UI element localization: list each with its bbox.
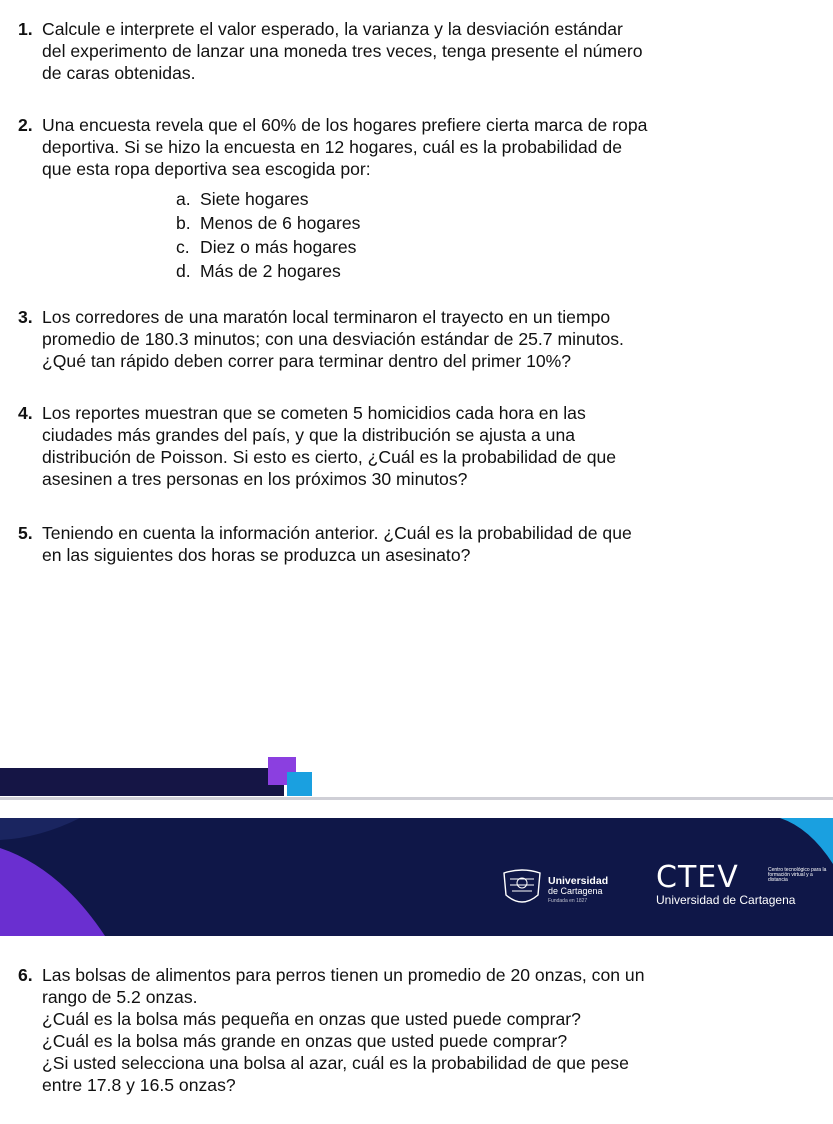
question-text: entre 17.8 y 16.5 onzas?	[42, 1075, 236, 1095]
divider	[0, 797, 833, 800]
question-text: rango de 5.2 onzas.	[42, 987, 198, 1007]
footer-top-bar	[0, 768, 284, 796]
university-logo-text: Universidad de Cartagena Fundada en 1827	[548, 875, 609, 904]
question-number: 6.	[18, 965, 33, 985]
question-1	[18, 18, 760, 84]
university-crest-icon	[500, 869, 544, 907]
question-text: promedio de 180.3 minutos; con una desviación estándar de 25.7 minutos.	[42, 329, 624, 349]
question-2	[18, 114, 760, 180]
question-text: Los corredores de una maratón local terminaron el trayecto en un tiempo	[42, 307, 611, 327]
question-text: Calcule e interprete el valor esperado, la varianza y la desviación estándar	[42, 19, 623, 39]
question-4	[18, 402, 760, 490]
question-text: ¿Cuál es la bolsa más pequeña en onzas que usted puede comprar?	[42, 1009, 581, 1029]
option-d: d. Más de 2 hogares	[176, 261, 341, 281]
question-text: deportiva. Si se hizo la encuesta en 12 hogares, cuál es la probabilidad de	[42, 137, 623, 157]
question-number: 3.	[18, 307, 33, 327]
ctev-logo: CTEV	[656, 860, 739, 895]
dark-curve-decoration	[0, 818, 80, 840]
ctev-university-text: Universidad de Cartagena	[656, 893, 796, 907]
question-text: ¿Qué tan rápido deben correr para terminar dentro del primer 10%?	[42, 351, 572, 371]
question-number: 2.	[18, 115, 33, 135]
question-number: 5.	[18, 523, 33, 543]
blue-curve-decoration	[780, 818, 833, 864]
question-number: 4.	[18, 403, 33, 423]
purple-curve-decoration	[0, 848, 105, 936]
question-text: ¿Si usted selecciona una bolsa al azar, cuál es la probabilidad de que pese	[42, 1053, 629, 1073]
option-c: c. Diez o más hogares	[176, 237, 357, 257]
option-b: b. Menos de 6 hogares	[176, 213, 361, 233]
question-6	[18, 964, 760, 1096]
question-text: Una encuesta revela que el 60% de los hogares prefiere cierta marca de ropa	[42, 115, 648, 135]
question-text: ciudades más grandes del país, y que la distribución se ajusta a una	[42, 425, 576, 445]
blue-square-decoration	[287, 772, 312, 796]
question-text: en las siguientes dos horas se produzca un asesinato?	[42, 545, 471, 565]
question-text: Los reportes muestran que se cometen 5 homicidios cada hora en las	[42, 403, 586, 423]
question-text: Teniendo en cuenta la información anterior. ¿Cuál es la probabilidad de que	[42, 523, 632, 543]
option-a: a. Siete hogares	[176, 189, 309, 209]
question-text: distribución de Poisson. Si esto es cierto, ¿Cuál es la probabilidad de que	[42, 447, 617, 467]
question-number: 1.	[18, 19, 33, 39]
question-text: asesinen a tres personas en los próximos 30 minutos?	[42, 469, 468, 489]
question-text: de caras obtenidas.	[42, 63, 196, 83]
question-5	[18, 522, 760, 566]
question-text: que esta ropa deportiva sea escogida por:	[42, 159, 371, 179]
question-text: Las bolsas de alimentos para perros tienen un promedio de 20 onzas, con un	[42, 965, 645, 985]
question-text: ¿Cuál es la bolsa más grande en onzas que usted puede comprar?	[42, 1031, 568, 1051]
ctev-tagline: Centro tecnológico para la formación virtual y a distancia	[768, 867, 827, 883]
question-text: del experimento de lanzar una moneda tres veces, tenga presente el número	[42, 41, 643, 61]
question-3	[18, 306, 760, 372]
